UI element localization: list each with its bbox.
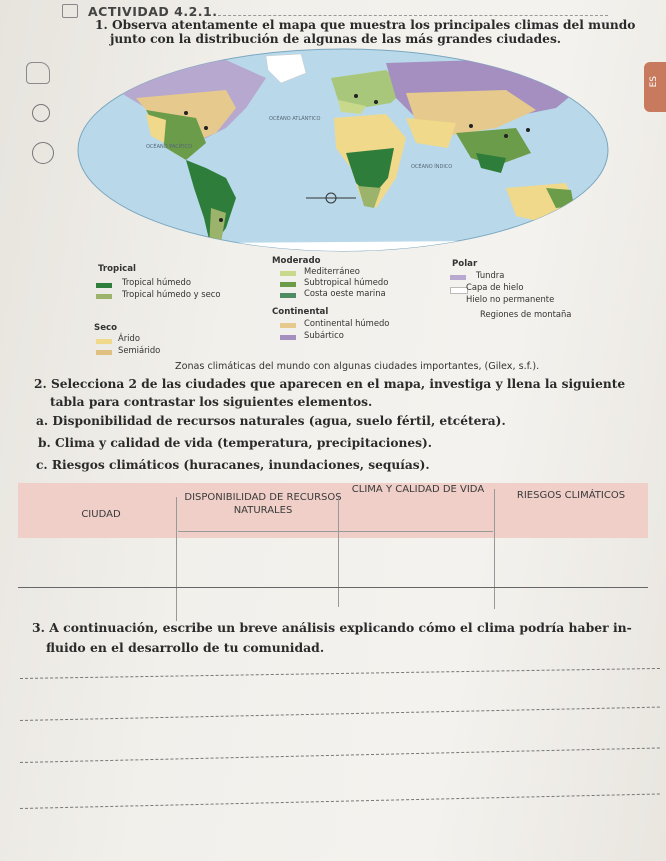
answer-line[interactable] [20, 747, 660, 763]
question-3-line-2: fluido en el desarrollo de tu comunidad. [46, 640, 325, 655]
answer-line[interactable] [20, 668, 660, 679]
pen-icon [32, 104, 50, 122]
question-3-line-1: 3. A continuación, escribe un breve análisis explicando cómo el clima podría haber in- [32, 620, 632, 635]
swatch-continental-humedo [280, 323, 296, 328]
legend-capa-de-hielo: Capa de hielo [466, 282, 524, 292]
climate-legend [60, 250, 650, 365]
swatch-mediterraneo [280, 271, 296, 276]
map-label-indian: OCÉANO ÍNDICO [411, 164, 453, 170]
table-row[interactable] [496, 539, 646, 587]
legend-arido: Árido [118, 333, 140, 343]
legend-continental-humedo: Continental húmedo [304, 318, 390, 328]
legend-heading-seco: Seco [94, 323, 118, 333]
side-badge-text: ES [649, 76, 659, 88]
question-2-line-2: tabla para contrastar los siguientes elementos. [50, 395, 373, 409]
swatch-tropical-humedo [96, 283, 112, 288]
table-col-divider [176, 497, 177, 621]
swatch-costa-oeste-marina [280, 293, 296, 298]
legend-hielo-no-permanente: Hielo no permanente [466, 294, 555, 304]
header-recursos: DISPONIBILIDAD DE RECURSOS NATURALES [184, 492, 342, 516]
header-clima-calidad: CLIMA Y CALIDAD DE VIDA [351, 484, 485, 495]
question-2-item-b: b. Clima y calidad de vida (temperatura, precipitaciones). [38, 436, 433, 450]
table-row[interactable] [18, 589, 176, 621]
table-row-divider [18, 587, 648, 588]
table-col-divider [494, 489, 495, 609]
table-row[interactable] [178, 539, 338, 587]
legend-costa-oeste-marina: Costa oeste marina [304, 288, 386, 298]
table-row-divider [178, 531, 493, 532]
activity-icon [62, 4, 78, 18]
activity-title: ACTIVIDAD 4.2.1. [88, 4, 218, 19]
legend-subtropical-humedo: Subtropical húmedo [304, 277, 389, 287]
legend-tropical-humedo: Tropical húmedo [122, 277, 192, 287]
answer-line[interactable] [20, 707, 660, 721]
question-2-item-a: a. Disponibilidad de recursos naturales (agua, suelo fértil, etcétera). [36, 414, 506, 428]
question-2-line-1: 2. Selecciona 2 de las ciudades que aparecen en el mapa, investiga y llena la siguiente [34, 377, 626, 391]
table-col-divider [338, 497, 339, 607]
legend-heading-continental: Continental [272, 307, 329, 317]
people-icon [32, 142, 54, 164]
question-1-line-2: junto con la distribución de algunas de las más grandes ciudades. [110, 32, 562, 46]
swatch-arido [96, 339, 112, 344]
legend-heading-tropical: Tropical [98, 264, 136, 274]
header-riesgos: RIESGOS CLIMÁTICOS [516, 490, 626, 501]
legend-subartico: Subártico [304, 330, 344, 340]
swatch-tropical-humedo-seco [96, 294, 112, 299]
legend-regiones-de-montana: Regiones de montaña [480, 309, 572, 319]
map-label-atlantic: OCÉANO ATLÁNTICO [269, 116, 321, 122]
map-caption: Zonas climáticas del mundo con algunas ciudades importantes, (Gilex, s.f.). [175, 361, 540, 372]
world-climate-map [76, 48, 610, 252]
table-row[interactable] [178, 589, 338, 621]
map-label-pacific: OCÉANO PACÍFICO [146, 144, 193, 150]
legend-heading-moderado: Moderado [272, 256, 321, 266]
swatch-tundra [450, 275, 466, 280]
legend-tundra: Tundra [476, 270, 505, 280]
swatch-semiarido [96, 350, 112, 355]
answer-line[interactable] [20, 793, 660, 809]
header-divider [218, 15, 608, 16]
table-row[interactable] [340, 539, 494, 587]
comparison-table [18, 483, 648, 621]
legend-semiarido: Semiárido [118, 345, 161, 355]
swatch-subtropical-humedo [280, 282, 296, 287]
swatch-subartico [280, 335, 296, 340]
legend-heading-polar: Polar [452, 259, 478, 269]
legend-tropical-humedo-seco: Tropical húmedo y seco [122, 289, 221, 299]
table-row[interactable] [18, 539, 176, 587]
side-badge [644, 62, 666, 112]
legend-mediterraneo: Mediterráneo [304, 266, 360, 276]
header-ciudad: CIUDAD [81, 509, 121, 520]
question-1-line-1: 1. Observa atentamente el mapa que muestra los principales climas del mundo [95, 18, 636, 32]
hand-icon [26, 62, 50, 84]
question-2-item-c: c. Riesgos climáticos (huracanes, inundaciones, sequías). [36, 458, 430, 472]
